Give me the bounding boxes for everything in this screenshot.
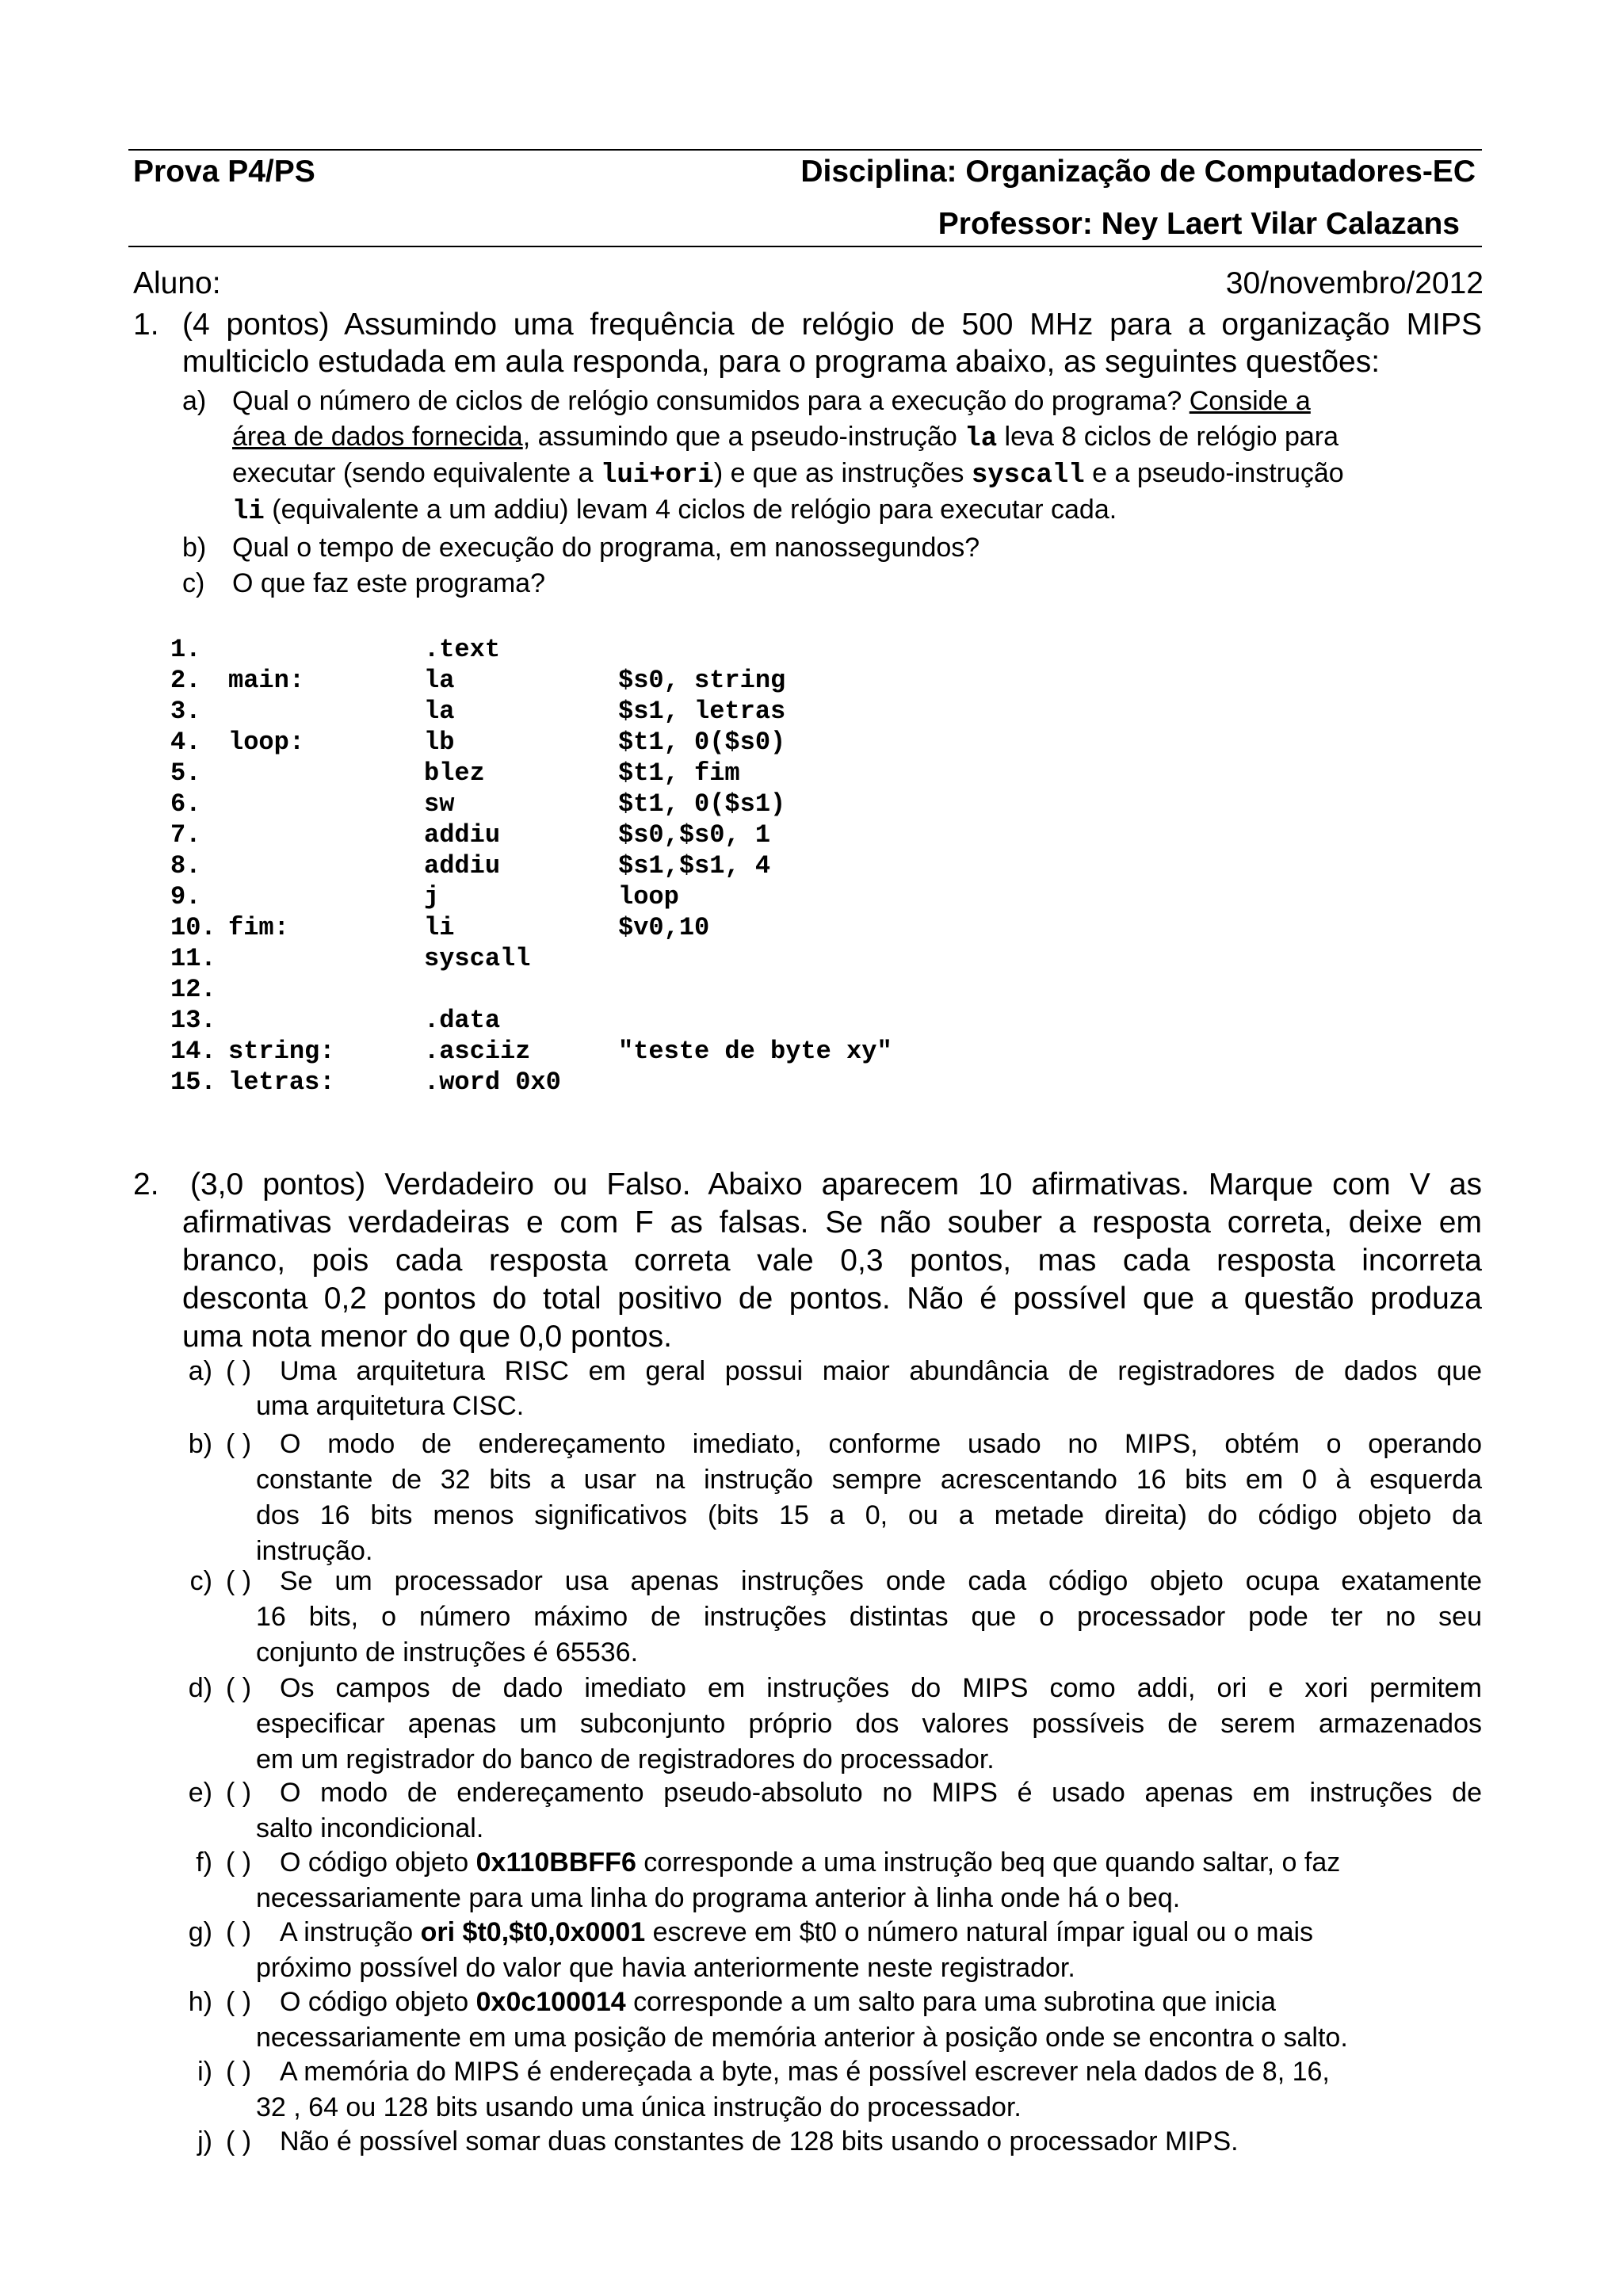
q2a-line-1: Uma arquitetura RISC em geral possui maior abundância de registradores de dados que bbox=[280, 1356, 1482, 1386]
q1a-line-1: Qual o número de ciclos de relógio consumidos para a execução do programa? Conside a bbox=[232, 386, 1311, 416]
q1b-text: Qual o tempo de execução do programa, em nanossegundos? bbox=[232, 533, 980, 563]
q2a-label: a) bbox=[188, 1356, 212, 1386]
code-line-number: 5. bbox=[170, 758, 201, 788]
q2g-answer-box[interactable]: ( ) bbox=[226, 1917, 252, 1947]
code-opcode: j bbox=[424, 882, 440, 911]
q2b-line-1: O modo de endereçamento imediato, conforme usado no MIPS, obtém o operando bbox=[280, 1429, 1482, 1459]
q2c-line-3: conjunto de instruções é 65536. bbox=[256, 1637, 639, 1668]
code-operands: $v0,10 bbox=[618, 913, 710, 942]
code-line-number: 13. bbox=[170, 1006, 216, 1035]
q2e-line-2: salto incondicional. bbox=[256, 1813, 484, 1843]
q2-number: 2. bbox=[133, 1167, 159, 1201]
q2-text-line-5: uma nota menor do que 0,0 pontos. bbox=[182, 1320, 672, 1354]
q2d-line-2: especificar apenas um subconjunto próprio dos valores possíveis de serem armazenados bbox=[256, 1709, 1482, 1739]
q2i-answer-box[interactable]: ( ) bbox=[226, 2057, 252, 2087]
q2a-answer-box[interactable]: ( ) bbox=[226, 1356, 252, 1386]
q2-text-line-3: branco, pois cada resposta correta vale 0,3 pontos, mas cada resposta incorreta bbox=[182, 1244, 1482, 1278]
q1-number: 1. bbox=[133, 308, 159, 342]
q2b-label: b) bbox=[188, 1429, 212, 1459]
code-opcode: .asciiz bbox=[424, 1037, 531, 1066]
q2c-answer-box[interactable]: ( ) bbox=[226, 1566, 252, 1596]
q2b-line-2: constante de 32 bits a usar na instrução sempre acrescentando 16 bits em 0 à esquerda bbox=[256, 1465, 1482, 1495]
code-label: loop: bbox=[228, 728, 305, 757]
q2h-line-1: O código objeto 0x0c100014 corresponde a um salto para uma subrotina que inicia bbox=[280, 1987, 1276, 2017]
code-operands: $t1, 0($s0) bbox=[618, 728, 786, 757]
code-operands: $s1,$s1, 4 bbox=[618, 851, 771, 881]
code-operands: $s1, letras bbox=[618, 697, 786, 726]
q2c-line-2: 16 bits, o número máximo de instruções distintas que o processador pode ter no seu bbox=[256, 1602, 1482, 1632]
q1a-label: a) bbox=[182, 386, 207, 416]
exam-date: 30/novembro/2012 bbox=[1225, 266, 1484, 300]
q1-text-line-1: (4 pontos) Assumindo uma frequência de relógio de 500 MHz para a organização MIPS bbox=[182, 308, 1482, 342]
code-line-number: 14. bbox=[170, 1037, 216, 1066]
code-line-number: 12. bbox=[170, 975, 216, 1004]
exam-title: Prova P4/PS bbox=[133, 155, 315, 189]
q2i-label: i) bbox=[197, 2057, 212, 2087]
code-opcode: blez bbox=[424, 758, 485, 788]
q2f-line-2: necessariamente para uma linha do programa anterior à linha onde há o beq. bbox=[256, 1883, 1181, 1913]
code-opcode: addiu bbox=[424, 820, 501, 850]
q2j-line-1: Não é possível somar duas constantes de 128 bits usando o processador MIPS. bbox=[280, 2126, 1239, 2157]
q1a-line-3: executar (sendo equivalente a lui+ori) e que as instruções syscall e a pseudo-instrução bbox=[232, 458, 1344, 491]
q2e-line-1: O modo de endereçamento pseudo-absoluto no MIPS é usado apenas em instruções de bbox=[280, 1778, 1482, 1808]
code-line-number: 1. bbox=[170, 635, 201, 664]
q2f-line-1: O código objeto 0x110BBFF6 corresponde a uma instrução beq que quando saltar, o faz bbox=[280, 1847, 1341, 1878]
header-bottom-rule bbox=[128, 246, 1482, 247]
q2g-label: g) bbox=[188, 1917, 212, 1947]
q1b-label: b) bbox=[182, 533, 207, 563]
code-line-number: 9. bbox=[170, 882, 201, 911]
q2h-answer-box[interactable]: ( ) bbox=[226, 1987, 252, 2017]
code-opcode: sw bbox=[424, 789, 455, 819]
q1c-label: c) bbox=[182, 568, 205, 598]
q2h-label: h) bbox=[188, 1987, 212, 2017]
code-operands: $t1, fim bbox=[618, 758, 740, 788]
q2f-answer-box[interactable]: ( ) bbox=[226, 1847, 252, 1878]
code-operands: $s0,$s0, 1 bbox=[618, 820, 771, 850]
code-line-number: 11. bbox=[170, 944, 216, 973]
code-line-number: 4. bbox=[170, 728, 201, 757]
code-line-number: 7. bbox=[170, 820, 201, 850]
q2b-answer-box[interactable]: ( ) bbox=[226, 1429, 252, 1459]
q2f-label: f) bbox=[196, 1847, 212, 1878]
q2-text-line-2: afirmativas verdadeiras e com F as falsas. Se não souber a resposta correta, deixe em bbox=[182, 1205, 1482, 1240]
code-opcode: .word 0x0 bbox=[424, 1068, 561, 1097]
code-operands: "teste de byte xy" bbox=[618, 1037, 892, 1066]
q2a-line-2: uma arquitetura CISC. bbox=[256, 1391, 525, 1421]
code-label: main: bbox=[228, 666, 305, 695]
q2i-line-1: A memória do MIPS é endereçada a byte, mas é possível escrever nela dados de 8, 16, bbox=[280, 2057, 1330, 2087]
q2d-label: d) bbox=[188, 1673, 212, 1703]
q2-text-line-4: desconta 0,2 pontos do total positivo de pontos. Não é possível que a questão produza bbox=[182, 1282, 1482, 1316]
q2b-line-3: dos 16 bits menos significativos (bits 15 a 0, ou a metade direita) do código objeto da bbox=[256, 1500, 1482, 1530]
q2d-answer-box[interactable]: ( ) bbox=[226, 1673, 252, 1703]
header-top-rule bbox=[128, 149, 1482, 151]
q2d-line-1: Os campos de dado imediato em instruções do MIPS como addi, ori e xori permitem bbox=[280, 1673, 1482, 1703]
q1-text-line-2: multiciclo estudada em aula responda, para o programa abaixo, as seguintes questões: bbox=[182, 345, 1381, 379]
q2e-answer-box[interactable]: ( ) bbox=[226, 1778, 252, 1808]
code-operands: $t1, 0($s1) bbox=[618, 789, 786, 819]
code-operands: $s0, string bbox=[618, 666, 786, 695]
q2c-label: c) bbox=[189, 1566, 212, 1596]
code-line-number: 10. bbox=[170, 913, 216, 942]
code-line-number: 6. bbox=[170, 789, 201, 819]
code-opcode: la bbox=[424, 697, 455, 726]
course-title: Disciplina: Organização de Computadores-EC bbox=[800, 155, 1476, 189]
q1c-text: O que faz este programa? bbox=[232, 568, 546, 598]
code-opcode: la bbox=[424, 666, 455, 695]
code-label: string: bbox=[228, 1037, 335, 1066]
code-operands: loop bbox=[618, 882, 679, 911]
code-line-number: 8. bbox=[170, 851, 201, 881]
q2e-label: e) bbox=[188, 1778, 212, 1808]
code-opcode: .data bbox=[424, 1006, 501, 1035]
code-line-number: 2. bbox=[170, 666, 201, 695]
code-line-number: 3. bbox=[170, 697, 201, 726]
code-label: fim: bbox=[228, 913, 289, 942]
q2b-line-4: instrução. bbox=[256, 1536, 373, 1566]
student-label: Aluno: bbox=[133, 266, 221, 300]
q2h-line-2: necessariamente em uma posição de memória anterior à posição onde se encontra o salto. bbox=[256, 2023, 1348, 2053]
code-opcode: lb bbox=[424, 728, 455, 757]
code-label: letras: bbox=[228, 1068, 335, 1097]
q2c-line-1: Se um processador usa apenas instruções onde cada código objeto ocupa exatamente bbox=[280, 1566, 1482, 1596]
q2g-line-1: A instrução ori $t0,$t0,0x0001 escreve em $t0 o número natural ímpar igual ou o mais bbox=[280, 1917, 1314, 1947]
q1a-line-2: área de dados fornecida, assumindo que a pseudo-instrução la leva 8 ciclos de relógio para bbox=[232, 422, 1339, 454]
q2d-line-3: em um registrador do banco de registradores do processador. bbox=[256, 1744, 995, 1775]
code-opcode: syscall bbox=[424, 944, 531, 973]
q2i-line-2: 32 , 64 ou 128 bits usando uma única instrução do processador. bbox=[256, 2092, 1022, 2122]
code-line-number: 15. bbox=[170, 1068, 216, 1097]
code-opcode: .text bbox=[424, 635, 501, 664]
q1a-line-4: li (equivalente a um addiu) levam 4 ciclos de relógio para executar cada. bbox=[232, 495, 1117, 527]
q2g-line-2: próximo possível do valor que havia anteriormente neste registrador. bbox=[256, 1953, 1075, 1983]
code-opcode: addiu bbox=[424, 851, 501, 881]
q2j-label: j) bbox=[197, 2126, 212, 2157]
q2j-answer-box[interactable]: ( ) bbox=[226, 2126, 252, 2157]
code-opcode: li bbox=[424, 913, 455, 942]
q2-text-line-1: (3,0 pontos) Verdadeiro ou Falso. Abaixo aparecem 10 afirmativas. Marque com V as bbox=[190, 1167, 1482, 1201]
professor-name: Professor: Ney Laert Vilar Calazans bbox=[938, 207, 1460, 241]
